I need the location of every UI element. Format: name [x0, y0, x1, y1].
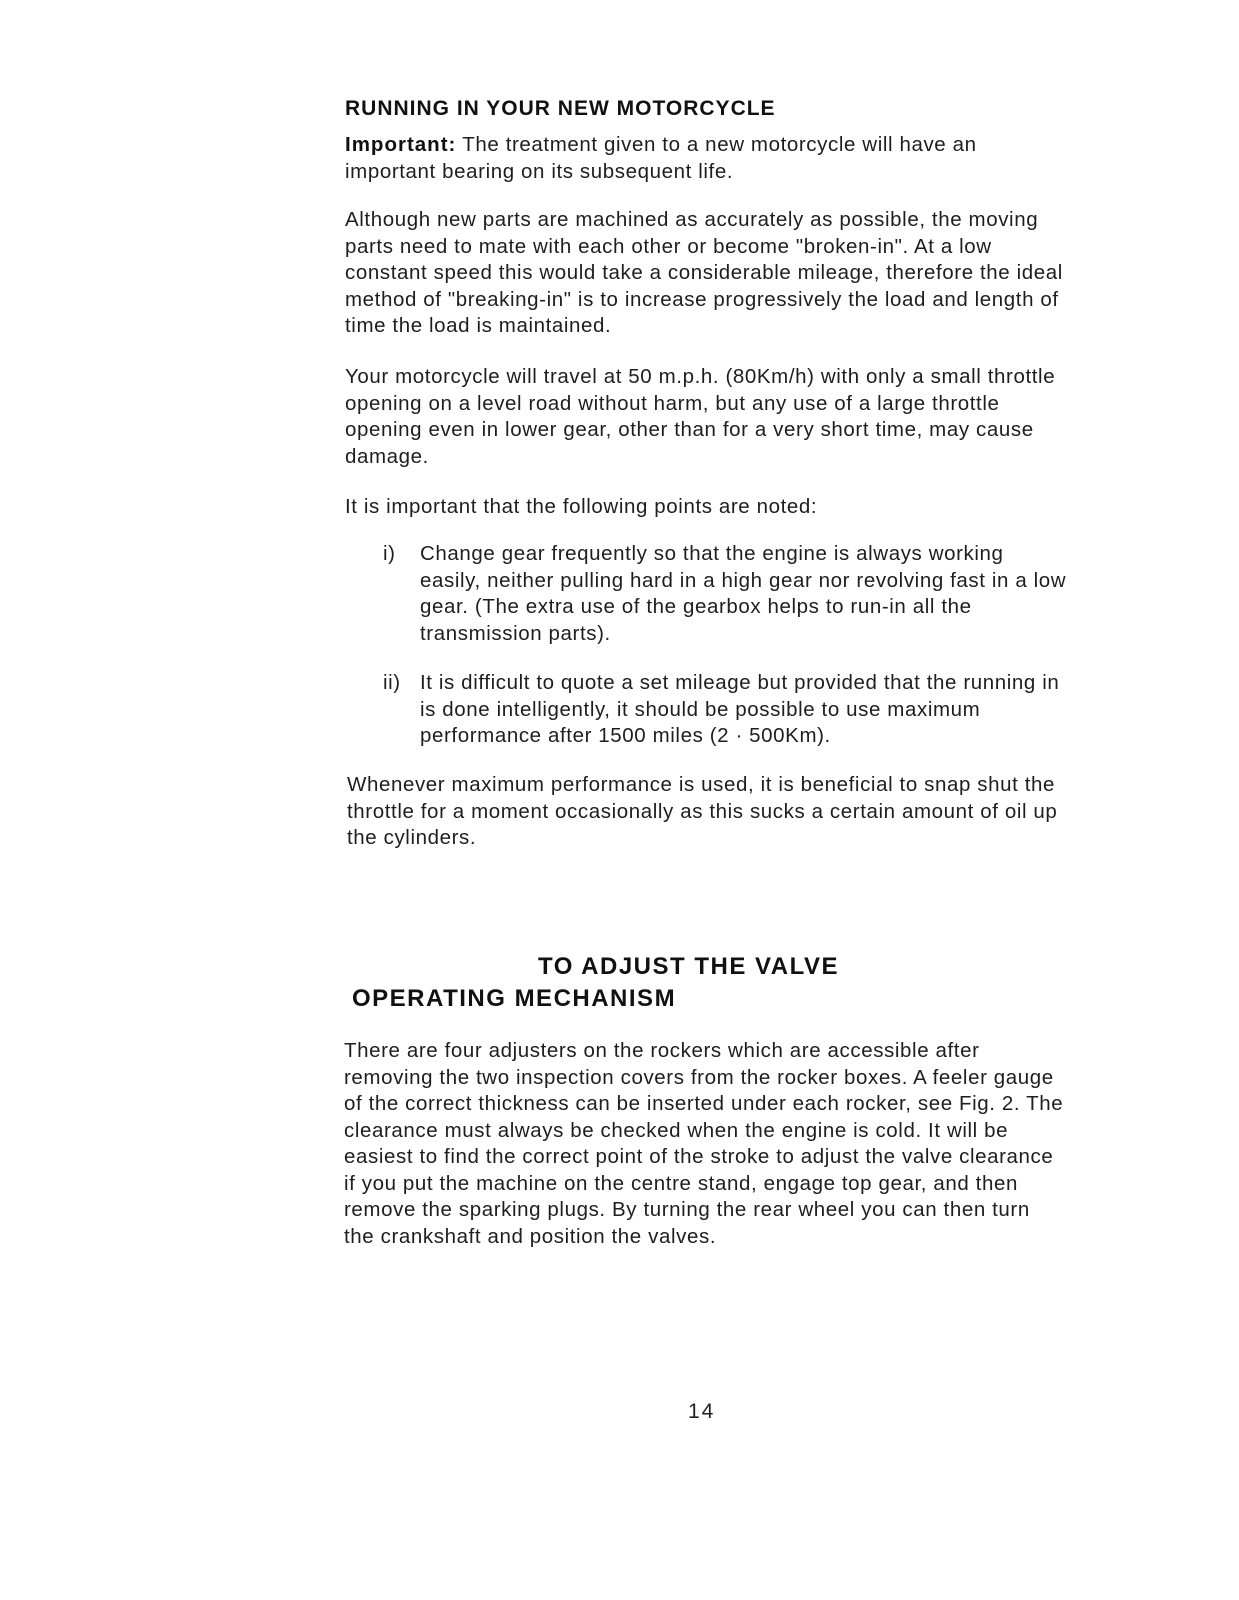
important-text: The treatment given to a new motorcycle will have an important bearing on its subsequent life.: [345, 133, 977, 183]
section-heading-valve-line1: TO ADJUST THE VALVE: [538, 953, 839, 980]
list-item-text: Change gear frequently so that the engine is always working easily, neither pulling hard in a high gear nor revolving fast in a low gear. (The extra use of the gearbox helps to run-in all the transmission parts).: [420, 542, 1067, 645]
list-item-text: It is difficult to quote a set mileage but provided that the running in is done intelligently, it should be possible to use maximum performance after 1500 miles (2 · 500Km).: [420, 671, 1060, 747]
important-paragraph: [345, 132, 1045, 185]
paragraph-points-intro: It is important that the following points are noted:: [345, 495, 818, 518]
section-heading-valve-line2: OPERATING MECHANISM: [352, 985, 677, 1012]
section-heading-running-in: RUNNING IN YOUR NEW MOTORCYCLE: [345, 97, 776, 120]
paragraph-speed: Your motorcycle will travel at 50 m.p.h. (80Km/h) with only a small throttle opening on a level road without harm, but any use of a large throttle opening even in lower gear, other than for a very short time, may cause damage.: [345, 365, 1056, 468]
paragraph-max-performance: Whenever maximum performance is used, it is beneficial to snap shut the throttle for a moment occasionally as this sucks a certain amount of oil up the cylinders.: [347, 773, 1058, 849]
paragraph-valve-adjusters: There are four adjusters on the rockers which are accessible after removing the two inspection covers from the rocker boxes. A feeler gauge of the correct thickness can be inserted under each rocker, see Fig. 2. The clearance must always be checked when the engine is cold. It will be easiest to find the correct point of the stroke to adjust the valve clearance if you put the machine on the centre stand, engage top gear, and then remove the sparking plugs. By turning the rear wheel you can then turn the crankshaft and position the valves.: [344, 1039, 1064, 1248]
list-item-number: ii): [383, 671, 401, 694]
paragraph-breaking-in: Although new parts are machined as accurately as possible, the moving parts need to mate with each other or become "broken-in". At a low constant speed this would take a considerable mileage, therefore the ideal method of "breaking-in" is to increase progressively the load and length of time the load is maintained.: [345, 208, 1063, 337]
page-number: 14: [688, 1400, 716, 1423]
important-label: Important:: [345, 133, 457, 156]
list-item: [383, 541, 1073, 651]
list-item: [383, 670, 1073, 755]
list-item-number: i): [383, 542, 396, 565]
